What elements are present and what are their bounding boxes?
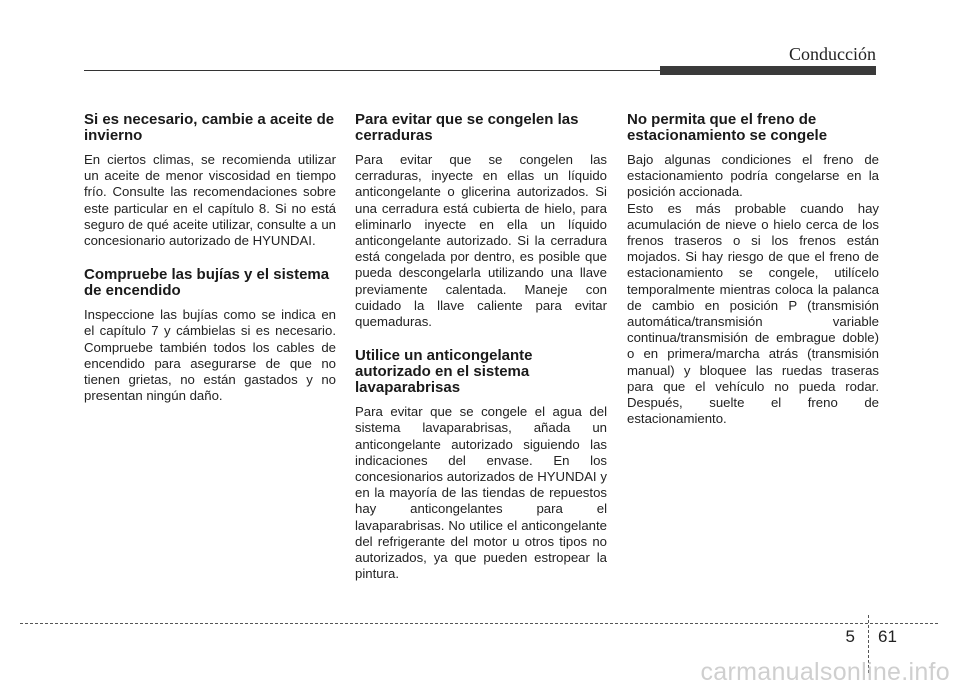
section-heading: Para evitar que se congelen las cerraduras [355, 111, 579, 144]
page-number: 61 [878, 627, 897, 646]
header-rule-accent [660, 66, 876, 75]
section-body: En ciertos climas, se recomienda utilizar un aceite de menor viscosidad en tiempo frío. Consulte las recomendaciones sobre este particular en el capítulo 8. Si no está seguro de qué aceite utilizar, consulte a un concesionario autorizado de HYUNDAI. [84, 152, 336, 249]
section-heading: Si es necesario, cambie a aceite de invierno [84, 111, 335, 144]
chapter-number: 5 [845, 627, 855, 646]
watermark: carmanualsonline.info [700, 658, 950, 686]
footer-rule [20, 623, 938, 624]
section-body: Inspeccione las bujías como se indica en el capítulo 7 y cámbielas si es necesario. Compruebe también todos los cables de encendido para asegurarse de que no tienen grietas, no están gastados y no presentan ningún daño. [84, 307, 336, 404]
header-rule [84, 70, 664, 71]
section-heading: Utilice un anticongelante autorizado en el sistema lavaparabrisas [355, 347, 533, 397]
column-1 [84, 112, 336, 404]
section-body: Esto es más probable cuando hay acumulación de nieve o hielo cerca de los frenos traseros o si los frenos están mojados. Si hay riesgo de que el freno de estacionamiento se congele, utilícelo temporalmente mientras coloca la palanca de cambio en posición P (transmisión automática/transmisión variable continua/transmisión de embrague doble) o en primera/marcha atrás (transmisión manual) y bloquee las ruedas traseras para que el vehículo no pueda rodar. Después, suelte el freno de estacionamiento. [627, 200, 879, 427]
chapter-title: Conducción [789, 44, 876, 64]
section-heading: No permita que el freno de estacionamiento se congele [627, 111, 828, 144]
column-3 [627, 112, 879, 427]
section-body: Bajo algunas condiciones el freno de estacionamiento podría congelarse en la posición accionada. [627, 152, 879, 200]
section-body: Para evitar que se congelen las cerraduras, inyecte en ellas un líquido anticongelante o glicerina autorizados. Si una cerradura está cubierta de hielo, para eliminarlo inyecte en ella un líquido anticongelante autorizado. Si la cerradura está congelada por dentro, es posible que pueda descongelarla utilizando una llave previamente calentada. Maneje con cuidado la llave caliente para evitar quemaduras. [355, 152, 607, 330]
section-heading: Compruebe las bujías y el sistema de encendido [84, 266, 330, 300]
column-2 [355, 112, 607, 582]
section-body: Para evitar que se congele el agua del sistema lavaparabrisas, añada un anticongelante autorizado siguiendo las indicaciones del envase. En los concesionarios autorizados de HYUNDAI y en la mayoría de las tiendas de repuestos hay anticongelantes para el lavaparabrisas. No utilice el anticongelante del refrigerante del motor u otros tipos no autorizados, ya que pueden estropear la pintura. [355, 404, 607, 582]
